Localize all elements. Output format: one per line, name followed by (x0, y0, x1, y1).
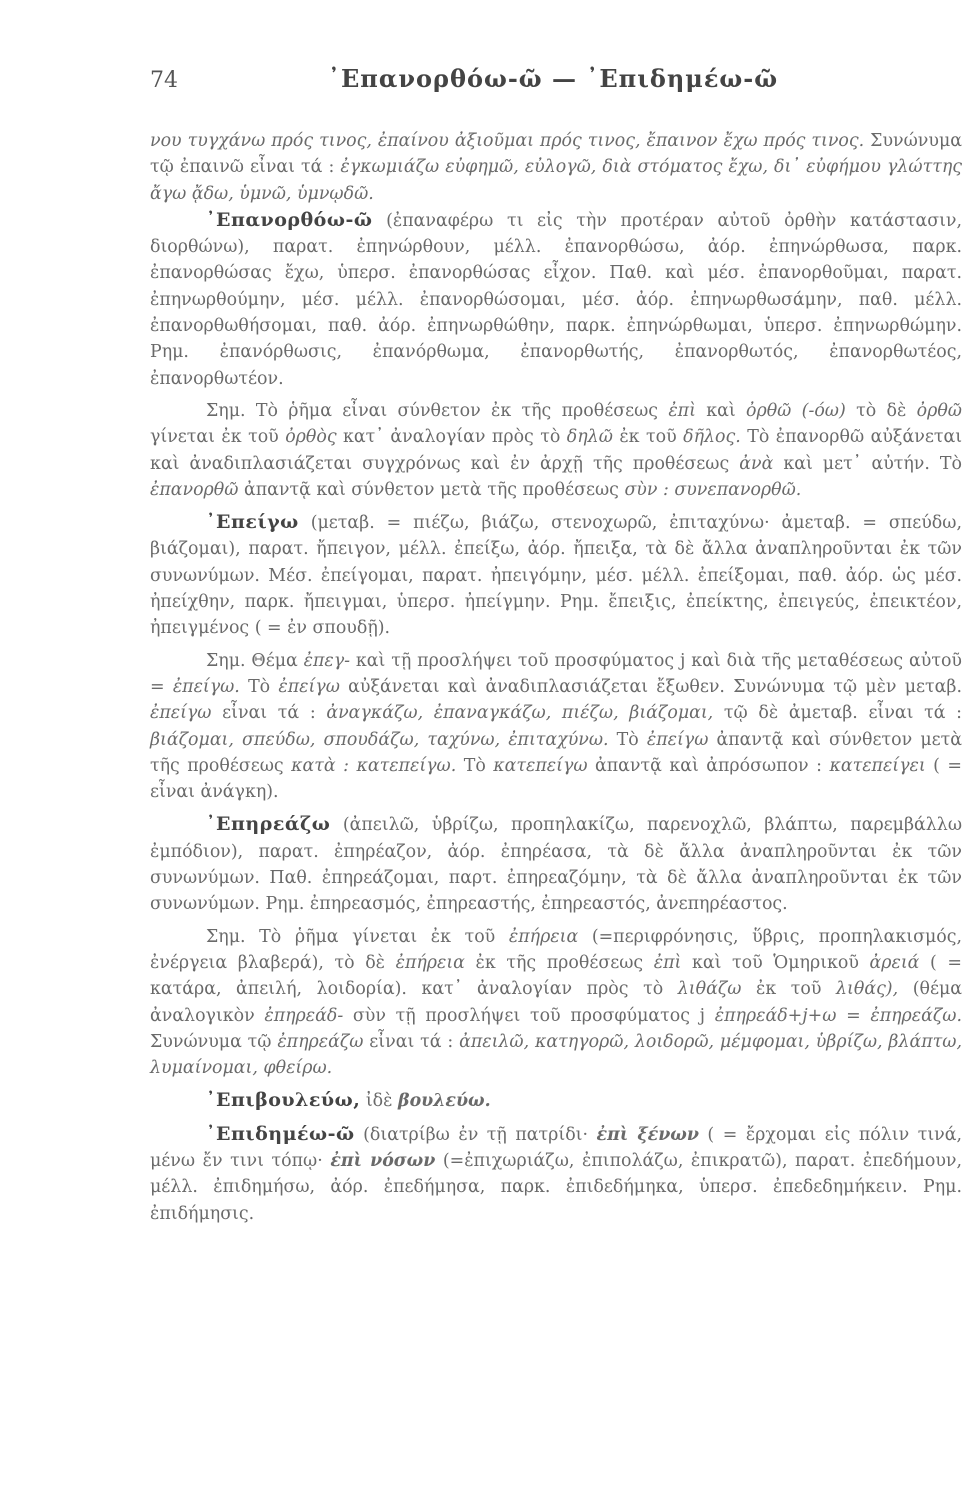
entry-epivouleuo (150, 1087, 962, 1114)
note-text: καὶ τοῦ Ὁμηρικοῦ (681, 952, 870, 973)
note-text: ἀπαντᾷ καὶ σύνθετον μετὰ τῆς προθέσεως (238, 479, 625, 500)
note-term: ἀναγκάζω, ἐπαναγκάζω, πιέζω, βιάζομαι, (326, 703, 714, 724)
page-header (150, 62, 840, 102)
entry-epireazo (150, 811, 962, 917)
entry-text-epivouleuo: ἰδὲ (360, 1091, 399, 1112)
note-term: ὀρθὸς (285, 427, 337, 448)
note-term: βιάζομαι, σπεύδω, σπουδάζω, ταχύνω, ἐπιταχύνω. (150, 729, 609, 750)
note-term: λιθάζω (677, 979, 742, 1000)
note-term: κατεπείγω (493, 755, 588, 776)
note-term: κατὰ : κατεπείγω. (291, 755, 457, 776)
note-term: ἐπείγω (278, 676, 340, 697)
lemma-epidimeo: ᾿Επιδημέω-ῶ (206, 1122, 355, 1145)
note-term: ἐπεγ- (303, 650, 351, 671)
note-term: ἐπὶ (668, 400, 696, 421)
note-text: ἐκ τοῦ (612, 427, 684, 448)
note-text: Σημ. Τὸ ῥῆμα γίνεται ἐκ τοῦ (206, 926, 509, 947)
note-text: καὶ τῇ προσλήψει τοῦ προσφύματος j καὶ διὰ τῆς μεταθέσεως αὐτοῦ = (150, 650, 962, 697)
entry-epidimeo (150, 1121, 962, 1227)
usage-label: ἐπὶ νόσων (330, 1150, 436, 1171)
note-text: Τὸ (456, 755, 494, 776)
note-term: ἐπείγω (150, 703, 212, 724)
note-text: ἐκ τῆς προθέσεως (464, 952, 654, 973)
note-text: ( = κατάρα, ἀπειλή, λοιδορία). κατ᾿ ἀναλογίαν πρὸς τὸ (150, 952, 963, 1000)
note-text: εἶναι τά : (211, 703, 327, 724)
note-term: κατεπείγει (829, 755, 926, 776)
lemma-epeigo: ᾿Επείγω (206, 511, 299, 534)
entry-text: (=ἐπιχωριάζω, ἐπιπολάζω, ἐπικρατῶ), παρατ. ἐπεδήμουν, μέλλ. ἐπιδημήσω, ἀόρ. ἐπεδήμησα, παρκ. ἐπιδεδήμηκα, ὑπερσ. ἐπεδεδημήκειν. Ρημ. ἐπιδήμησις. (150, 1150, 963, 1224)
note-text: (θέμα ἀναλογικὸν (150, 979, 963, 1026)
note-text: γίνεται ἐκ τοῦ (150, 427, 286, 448)
note-text: Τὸ (608, 729, 647, 750)
note-text: καὶ (695, 400, 747, 421)
lemma-epanorthoo: ᾿Επανορθόω-ῶ (206, 208, 373, 231)
page-number: 74 (150, 68, 178, 93)
continued-paragraph (150, 128, 962, 207)
note-text: ἀπαντᾷ καὶ σύνθετον μετὰ τῆς προθέσεως (150, 729, 962, 776)
note-text: Σημ. Τὸ ῥῆμα εἶναι σύνθετον ἐκ τῆς προθέσεως (206, 400, 669, 421)
note-term: ἀρειά (869, 952, 920, 973)
note-text: Σημ. Θέμα (206, 650, 304, 671)
note-epeigo (150, 648, 962, 806)
note-term: σὺν : συνεπανορθῶ. (624, 479, 802, 500)
note-text: κατ᾿ ἀναλογίαν πρὸς τὸ (336, 427, 567, 448)
note-term: ἐπήρεια (508, 926, 579, 947)
note-term: ἐπήρεια (395, 952, 465, 973)
lemma-epireazo: ᾿Επηρεάζω (206, 813, 331, 836)
note-text: (=περιφρόνησις, ὕβρις, προπηλακισμός, ἐνέργεια βλαβερά), τὸ δὲ (150, 926, 962, 973)
note-text: ἀπαντᾷ καὶ ἀπρόσωπον : (587, 755, 830, 776)
note-term: ἐπηρεάδ+j+ω = ἐπηρεάζω. (714, 1005, 962, 1026)
note-epireazo (150, 924, 962, 1082)
note-text: τὸ δὲ (845, 400, 917, 421)
note-text: τῷ δὲ ἀμεταβ. εἶναι τά : (713, 703, 963, 724)
note-text: ( = εἶναι ἀνάγκη). (150, 755, 962, 803)
lemma-epivouleuo: ᾿Επιβουλεύω, (206, 1089, 361, 1112)
note-term: δηλῶ (566, 427, 613, 448)
note-term: ἀπειλῶ, κατηγορῶ, λοιδορῶ, μέμφομαι, ὑβρίζω, βλάπτω, λυμαίνομαι, φθείρω. (150, 1031, 962, 1079)
note-text: εἶναι τά : (363, 1031, 460, 1052)
note-term: ἐπείγω (646, 729, 709, 750)
note-term: ἐπείγω. (172, 676, 240, 697)
note-term: ἀνὰ (739, 453, 774, 474)
entry-text: (διατρίβω ἐν τῇ πατρίδι· (354, 1124, 597, 1145)
note-term: ἐπανορθῶ (150, 479, 239, 500)
running-head: ᾿Επανορθόω-ῶ — ᾿Επιδημέω-ῶ (328, 64, 779, 93)
continued-text-2: Συνώνυμα τῷ ἐπαινῶ εἶναι τά : (150, 131, 962, 178)
entry-epanorthoo (150, 207, 962, 392)
note-term: λιθάς), (836, 979, 899, 1000)
note-term: ἐπηρεάζω (277, 1031, 364, 1052)
note-text: καὶ μετ᾿ αὐτήν. Τὸ (773, 453, 962, 474)
note-text: σὺν τῇ προσλήψει τοῦ προσφύματος j (343, 1005, 715, 1026)
note-term: ὀρθῶ (916, 400, 962, 421)
continued-text-3: ἐγκωμιάζω εὐφημῶ, εὐλογῶ, διὰ στόματος ἔχω, δι᾿ εὐφήμου γλώττης ἄγω ᾄδω, ὑμνῶ, ὑμνῳδῶ. (150, 157, 962, 204)
usage-label: ἐπὶ ξένων (596, 1124, 699, 1145)
entry-text-epanorthoo: (ἐπαναφέρω τι εἰς τὴν προτέραν αὐτοῦ ὀρθὴν κατάστασιν, διορθώνω), παρατ. ἐπηνώρθουν, μέλλ. ἐπανορθώσω, ἀόρ. ἐπηνώρθωσα, παρκ. ἐπανορθώσας ἔχω, ὑπερσ. ἐπανορθώσας εἶχον. Παθ. καὶ μέσ. ἐπανορθοῦμαι, παρατ. ἐπηνωρθούμην, μέσ. μέλλ. ἐπανορθώσομαι, μέσ. ἀόρ. ἐπηνωρθωσάμην, παθ. μέλλ. ἐπανορθωθήσομαι, παθ. ἀόρ. ἐπηνωρθώθην, παρκ. ἐπηνώρθωμαι, ὑπερσ. ἐπηνωρθώμην. Ρημ. ἐπανόρθωσις, ἐπανόρθωμα, ἐπανορθωτής, ἐπανορθωτός, ἐπανορθωτέος, ἐπανορθωτέον. (150, 210, 962, 389)
note-text: ἐκ τοῦ (741, 979, 837, 1000)
note-term: ἐπὶ (653, 952, 682, 973)
cross-reference: βουλεύω. (398, 1091, 491, 1112)
note-text: Συνώνυμα τῷ (150, 1031, 278, 1052)
note-epanorthoo (150, 398, 962, 503)
note-text: Τὸ ἐπανορθῶ αὐξάνεται καὶ ἀναδιπλασιάζεται συγχρόνως καὶ ἐν ἀρχῇ τῆς προθέσεως (150, 427, 963, 474)
note-text: αὐξάνεται καὶ ἀναδιπλασιάζεται ἔξωθεν. Συνώνυμα τῷ μὲν μεταβ. (339, 676, 962, 697)
note-term: δῆλος. (683, 427, 741, 448)
note-text: Τὸ (239, 676, 279, 697)
note-term: ἐπηρεάδ- (264, 1005, 344, 1026)
entry-text-epireazo: (ἀπειλῶ, ὑβρίζω, προπηλακίζω, παρενοχλῶ, βλάπτω, παρεμβάλλω ἐμπόδιον), παρατ. ἐπηρέαζον, ἀόρ. ἐπηρέασα, τὰ δὲ ἄλλα ἀναπληροῦνται ἐκ τῶν συνωνύμων. Παθ. ἐπηρεάζομαι, παρτ. ἐπηρεαζόμην, τὰ δὲ ἄλλα ἀναπληροῦνται ἐκ τῶν συνωνύμων. Ρημ. ἐπηρεασμός, ἐπηρεαστής, ἐπηρεαστός, ἀνεπηρέαστος. (150, 815, 962, 915)
page-body (150, 128, 962, 1227)
entry-epeigo (150, 509, 962, 641)
note-term: ὀρθῶ (-όω) (746, 400, 846, 421)
entry-text-epeigo: (μεταβ. = πιέζω, βιάζω, στενοχωρῶ, ἐπιταχύνω· ἀμεταβ. = σπεύδω, βιάζομαι), παρατ. ἤπειγον, μέλλ. ἐπείξω, ἀόρ. ἤπειξα, τὰ δὲ ἄλλα ἀναπληροῦνται ἐκ τῶν συνωνύμων. Μέσ. ἐπείγομαι, παρατ. ἠπειγόμην, μέσ. μέλλ. ἐπείξομαι, παθ. ἀόρ. ὡς μέσ. ἠπείχθην, παρκ. ἤπειγμαι, ὑπερσ. ἠπείγμην. Ρημ. ἔπειξις, ἐπείκτης, ἐπειγεύς, ἐπεικτέον, ἠπειγμένος ( = ἐν σπουδῇ). (150, 513, 962, 639)
entry-text: ( = ἔρχομαι εἰς πόλιν τινά, μένω ἔν τινι τόπῳ· (150, 1124, 962, 1171)
continued-text-1: νου τυγχάνω πρός τινος, ἐπαίνου ἀξιοῦμαι πρός τινος, ἔπαινον ἔχω πρός τινος. (150, 131, 865, 151)
